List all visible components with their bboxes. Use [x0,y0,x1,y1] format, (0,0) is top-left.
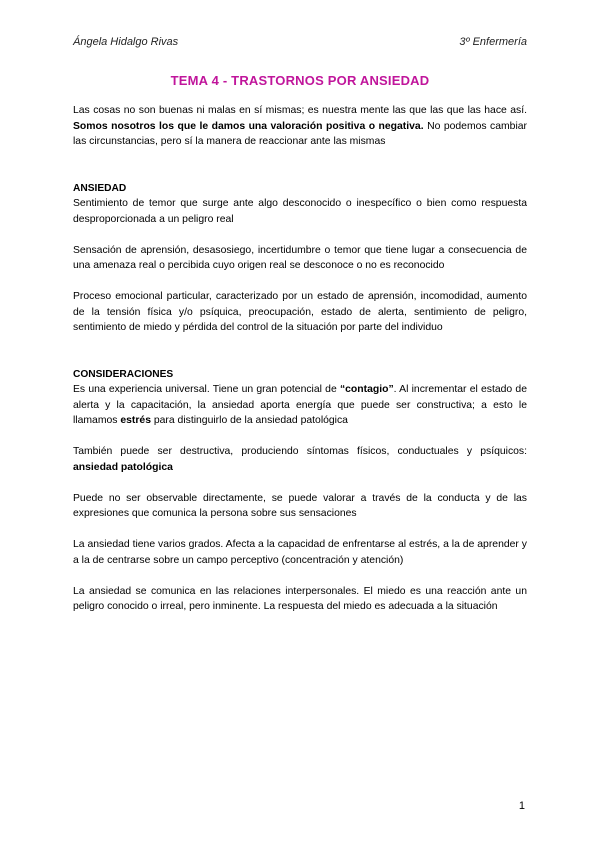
page-number: 1 [518,800,525,812]
bold-ansiedad-patologica: ansiedad patológica [73,461,173,473]
consideraciones-paragraph-5: La ansiedad se comunica en las relaciones interpersonales. El miedo es una reacción ante un peligro conocido o irreal, pero inminente. La respuesta del miedo es adecuada a la situación [73,585,527,612]
consideraciones-paragraph-4: La ansiedad tiene varios grados. Afecta a la capacidad de enfrentarse al estrés, a la de aprender y a la de centrarse sobre un campo perceptivo (concentración y atención) [73,539,527,566]
text: También puede ser destructiva, produciendo síntomas físicos, conductuales y psíquicos: [73,446,527,457]
page-header [73,36,527,52]
bold-estres: estrés [120,415,151,426]
text: para distinguirlo de la ansiedad patológica [150,415,348,426]
ansiedad-definition-2: Sensación de aprensión, desasosiego, incertidumbre o temor que tiene lugar a consecuencia de una amenaza real o percibida cuyo origen real se desconoce o no es reconocido [73,244,527,271]
intro-text-2: No podemos cambiar las circunstancias, pero sí la manera de reaccionar ante las mismas [73,120,528,147]
author-name: Ángela Hidalgo Rivas [73,36,179,48]
consideraciones-paragraph-2 [73,444,527,475]
bold-contagio: “contagio” [339,384,394,395]
page-title: TEMA 4 - TRASTORNOS POR ANSIEDAD [170,73,430,88]
text: . Al incrementar el estado de alerta y la capacitación, la ansiedad aporta energía que puede ser constructiva; a esto le llamamos [73,384,527,426]
consideraciones-paragraph-1 [73,382,527,429]
section-heading-ansiedad: ANSIEDAD [73,182,127,194]
section-heading-consideraciones: CONSIDERACIONES [73,368,174,380]
intro-paragraph [73,103,527,150]
intro-bold: Somos nosotros los que le damos una valoración positiva o negativa. [73,120,424,132]
course-label: 3º Enfermería [459,36,527,48]
text: Es una experiencia universal. Tiene un gran potencial de [73,384,340,395]
intro-text-1: Las cosas no son buenas ni malas en sí mismas; es nuestra mente las que las que las hace así. [73,105,527,116]
consideraciones-paragraph-3: Puede no ser observable directamente, se puede valorar a través de la conducta y de las expresiones que comunica la persona sobre sus sensaciones [73,492,527,519]
document-body [73,103,527,615]
ansiedad-definition-3: Proceso emocional particular, caracterizado por un estado de aprensión, incomodidad, aumento de la tensión física y/o psíquica, preocupación, estado de alerta, sentimiento de peligro, sentimiento de miedo y pérdida del control de la situación por parte del individuo [73,291,527,333]
ansiedad-definition-1: Sentimiento de temor que surge ante algo desconocido o inespecífico o bien como respuesta desproporcionada a un peligro real [73,198,527,225]
